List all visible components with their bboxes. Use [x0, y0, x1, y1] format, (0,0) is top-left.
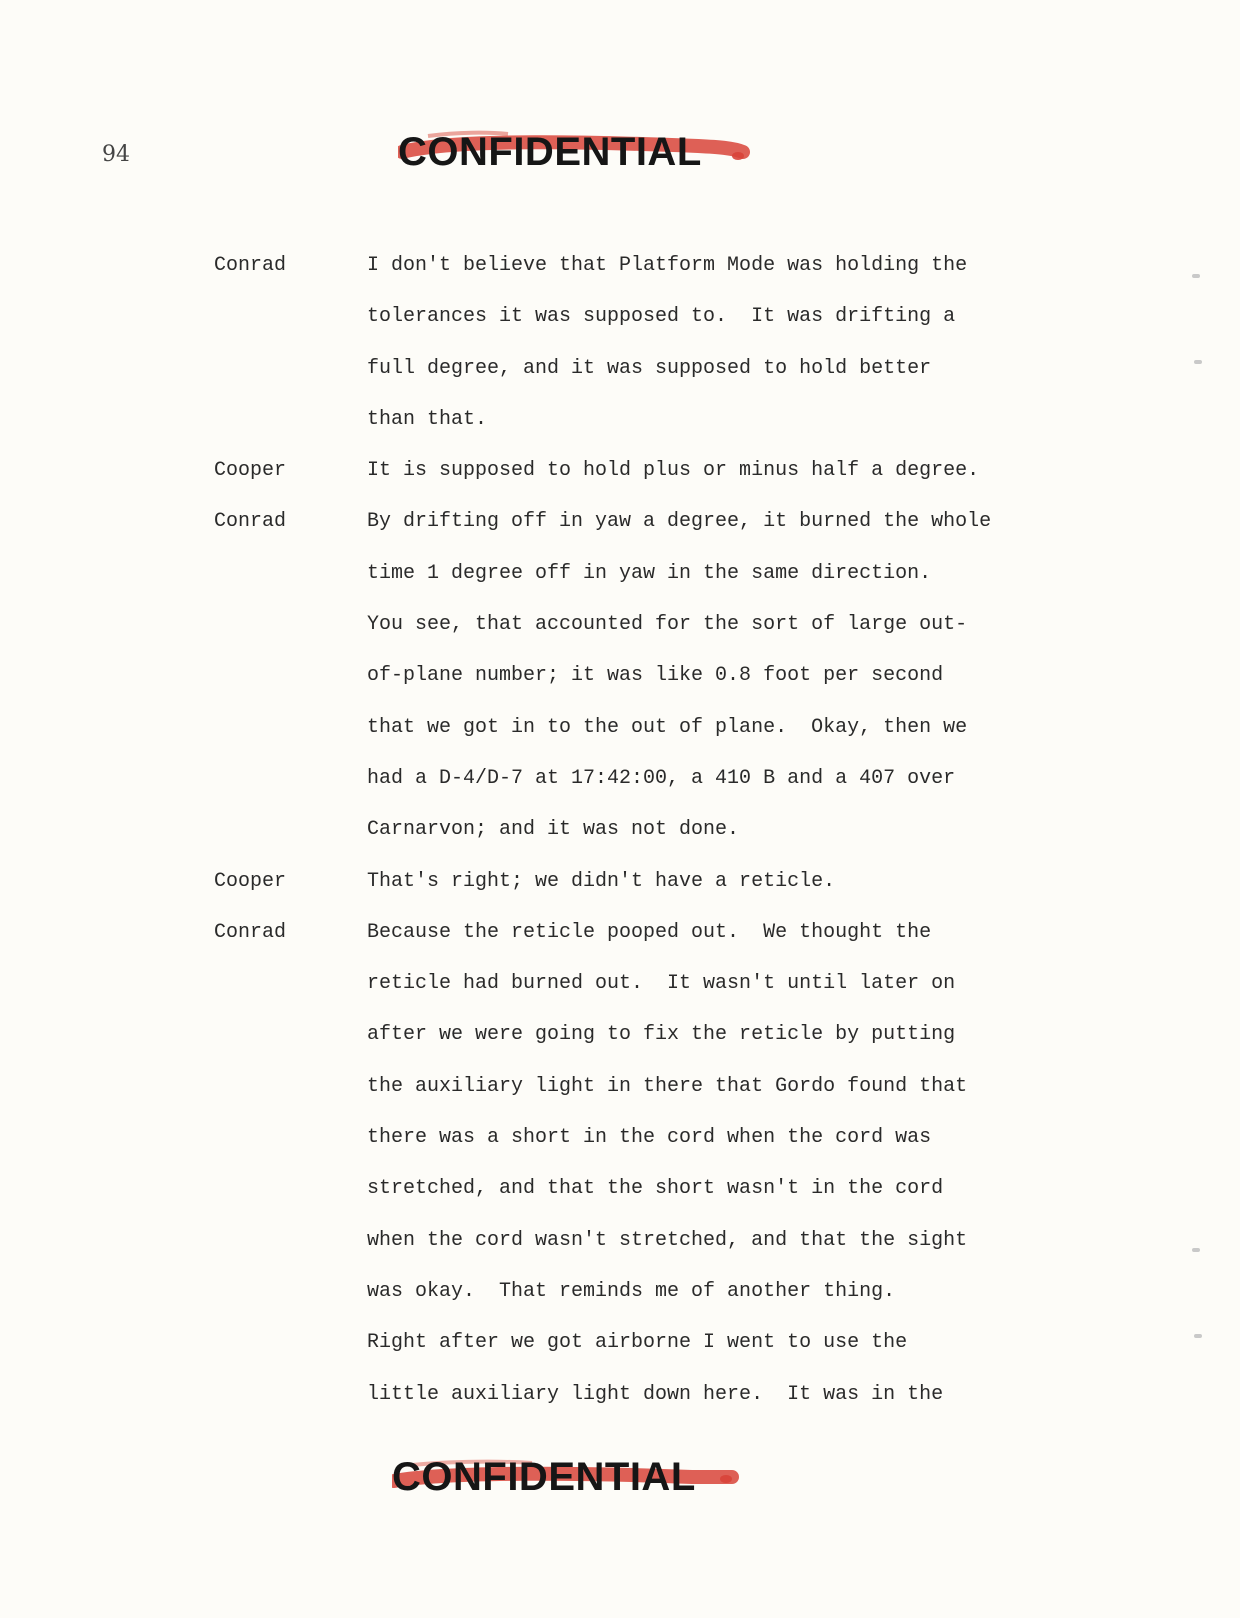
dialogue-line: little auxiliary light down here. It was in the	[367, 1382, 944, 1406]
dialogue-line: the auxiliary light in there that Gordo found that	[367, 1074, 968, 1098]
dialogue-line: full degree, and it was supposed to hold better	[367, 356, 932, 380]
transcript-entry	[0, 496, 1240, 855]
speaker-label: Conrad	[214, 920, 287, 944]
transcript-entry	[0, 445, 1240, 496]
speaker-label: Conrad	[214, 254, 287, 277]
dialogue-line: time 1 degree off in yaw in the same direction.	[367, 561, 932, 585]
stamp-text-bottom: CONFIDENTIAL	[392, 1455, 696, 1499]
dialogue-line: By drifting off in yaw a degree, it burned the whole	[367, 510, 992, 534]
speaker-label: Cooper	[214, 869, 287, 893]
speaker-label: Cooper	[214, 459, 287, 483]
dialogue-line: was okay. That reminds me of another thing.	[367, 1279, 896, 1303]
dialogue-line: tolerances it was supposed to. It was drifting a	[367, 305, 956, 329]
binder-hole-mark	[1194, 1334, 1202, 1338]
binder-hole-mark	[1194, 360, 1202, 364]
dialogue-line: You see, that accounted for the sort of large out-	[367, 613, 968, 637]
page-number: 94	[102, 142, 130, 167]
dialogue-line: that we got in to the out of plane. Okay, then we	[367, 715, 968, 739]
dialogue-line: Because the reticle pooped out. We thought the	[367, 920, 932, 944]
confidential-stamp-bottom	[392, 1447, 752, 1507]
dialogue-line: Right after we got airborne I went to use the	[367, 1331, 908, 1355]
dialogue-line: Carnarvon; and it was not done.	[367, 818, 740, 842]
dialogue-line: I don't believe that Platform Mode was holding the	[367, 254, 968, 277]
binder-hole-mark	[1192, 1248, 1200, 1252]
transcript	[0, 240, 1240, 1420]
dialogue-line: That's right; we didn't have a reticle.	[367, 869, 836, 893]
transcript-entry	[0, 856, 1240, 907]
dialogue-line: had a D-4/D-7 at 17:42:00, a 410 B and a 407 over	[367, 766, 956, 790]
dialogue-line: of-plane number; it was like 0.8 foot per second	[367, 664, 944, 688]
transcript-entry	[0, 240, 1240, 445]
stamp-text-top: CONFIDENTIAL	[398, 130, 702, 174]
dialogue-line: stretched, and that the short wasn't in the cord	[367, 1177, 944, 1201]
dialogue-line: after we were going to fix the reticle by putting	[367, 1023, 956, 1047]
binder-hole-mark	[1192, 274, 1200, 278]
dialogue-line: when the cord wasn't stretched, and that the sight	[367, 1228, 968, 1252]
transcript-entry	[0, 907, 1240, 1420]
dialogue-line: there was a short in the cord when the cord was	[367, 1126, 932, 1150]
dialogue-line: It is supposed to hold plus or minus half a degree.	[367, 459, 980, 483]
dialogue-line: than that.	[367, 407, 488, 431]
dialogue-line: reticle had burned out. It wasn't until later on	[367, 972, 956, 996]
confidential-stamp-top	[398, 122, 758, 182]
speaker-label: Conrad	[214, 510, 287, 534]
